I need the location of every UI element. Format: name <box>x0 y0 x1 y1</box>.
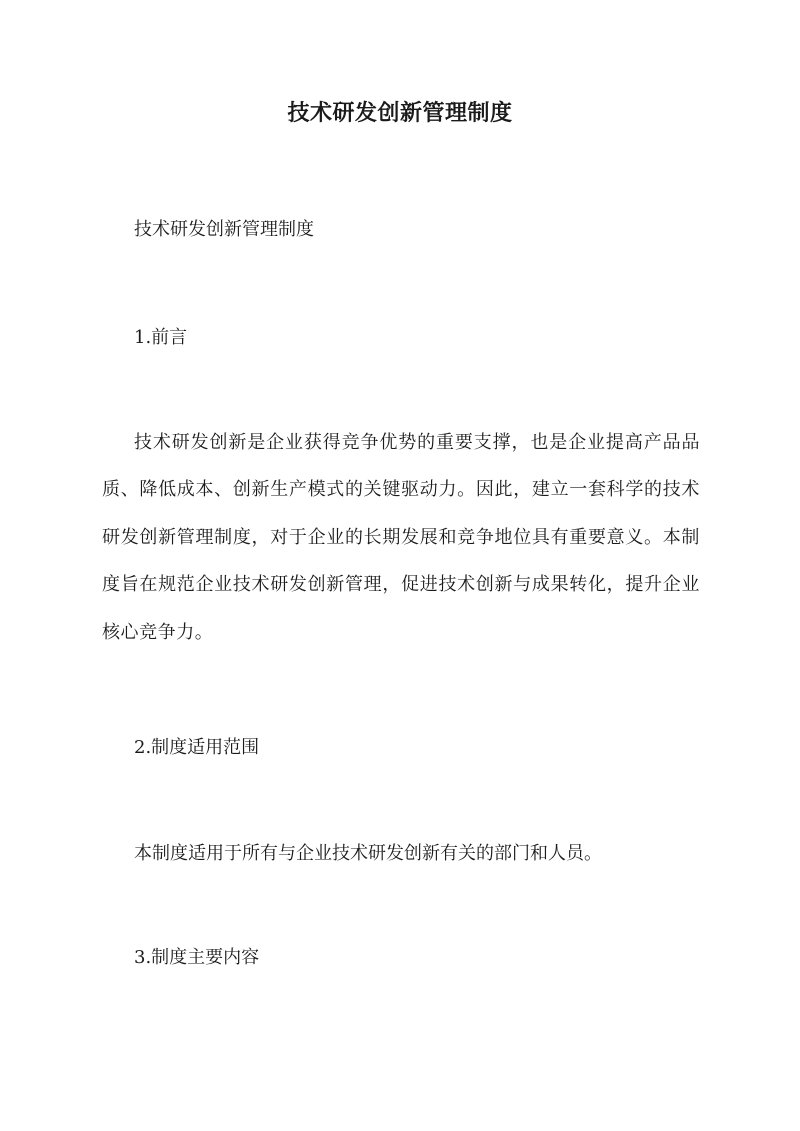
document-title: 技术研发创新管理制度 <box>287 100 513 126</box>
section-heading-main-content: 3.制度主要内容 <box>134 947 260 968</box>
section-heading-scope: 2.制度适用范围 <box>134 737 260 758</box>
section-heading-preface: 1.前言 <box>134 327 188 348</box>
section-body-scope: 本制度适用于所有与企业技术研发创新有关的部门和人员。 <box>134 843 602 864</box>
document-subtitle: 技术研发创新管理制度 <box>134 219 314 240</box>
section-body-preface: 技术研发创新是企业获得竞争优势的重要支撑，也是企业提高产品品质、降低成本、创新生产模式的关键驱动力。因此，建立一套科学的技术研发创新管理制度，对于企业的长期发展和竞争地位具有重要意义。本制度旨在规范企业技术研发创新管理，促进技术创新与成果转化，提升企业核心竞争力。 <box>102 432 700 643</box>
